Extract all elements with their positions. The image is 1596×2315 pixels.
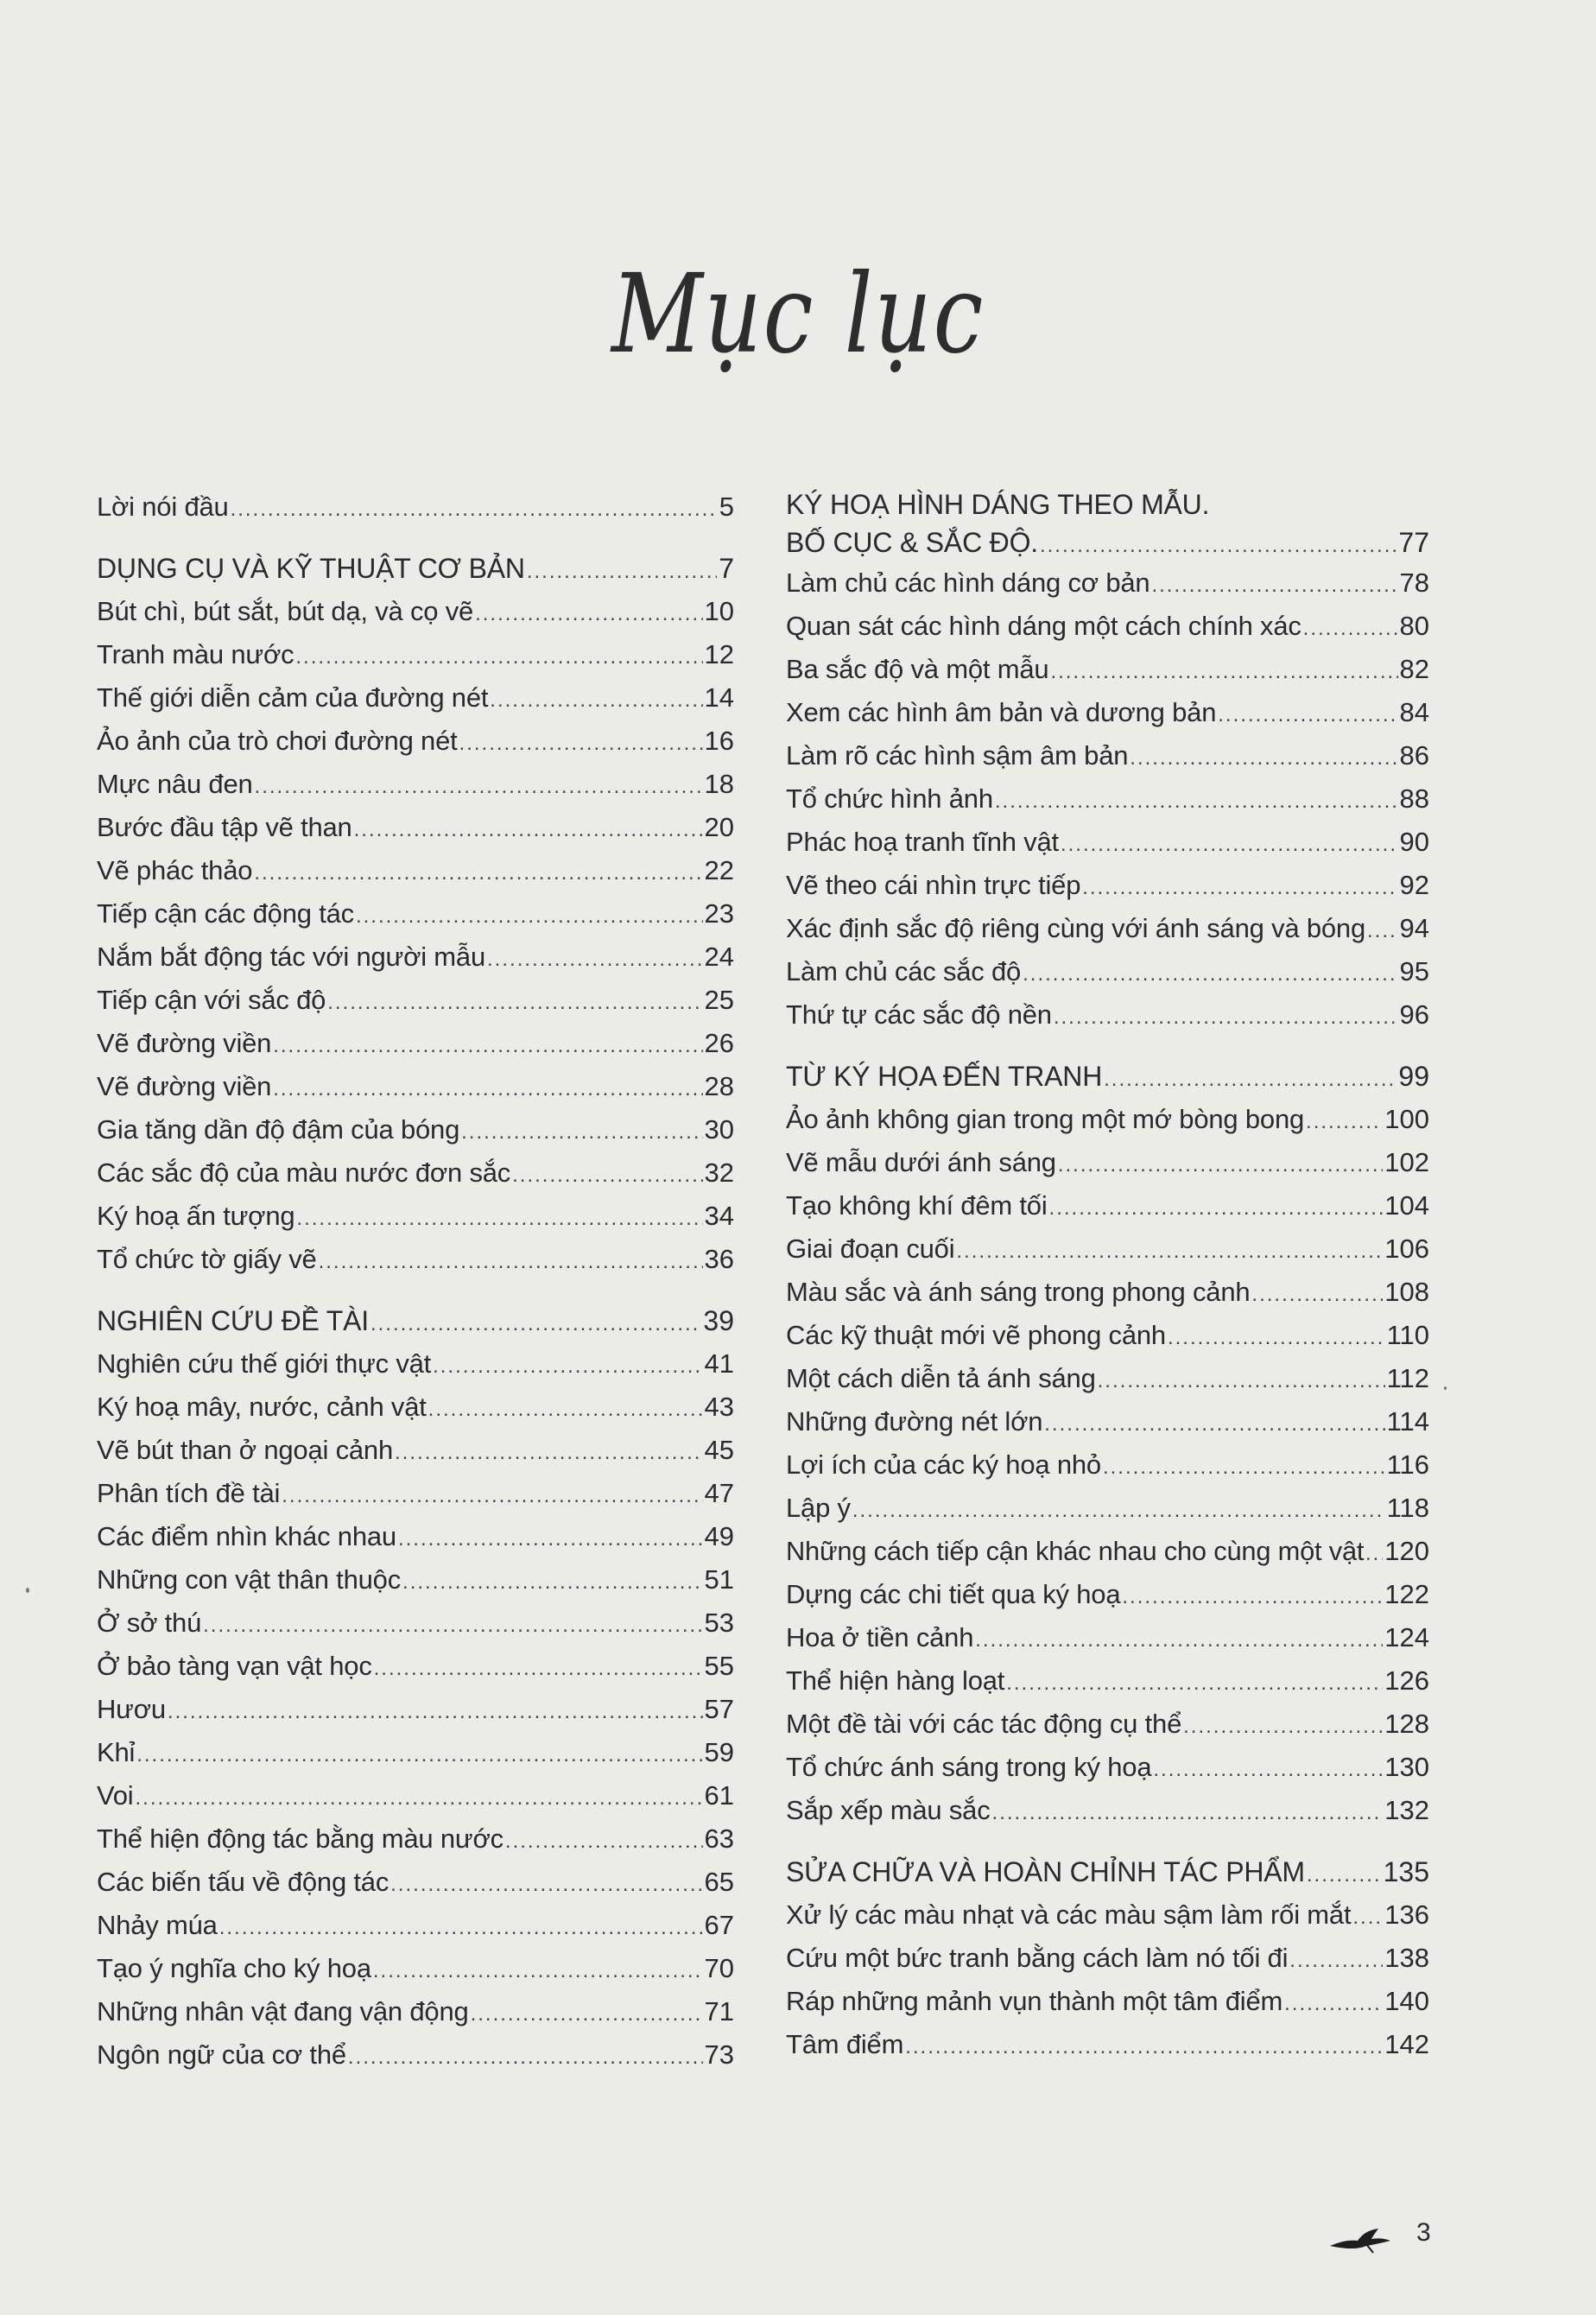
toc-entry[interactable]	[786, 821, 1429, 864]
toc-page-number: 67	[704, 1910, 734, 1940]
toc-heading-entry[interactable]	[786, 523, 1429, 561]
toc-entry[interactable]	[97, 1558, 734, 1601]
toc-page-number: 82	[1399, 654, 1429, 684]
leader-dots	[1367, 910, 1398, 953]
toc-entry[interactable]	[786, 1357, 1429, 1400]
toc-entry-title: Xử lý các màu nhạt và các màu sậm làm rối mắt	[786, 1900, 1352, 1930]
toc-entry[interactable]	[786, 1314, 1429, 1357]
toc-entry-title: Voi	[97, 1780, 134, 1811]
leader-dots	[373, 1950, 703, 1993]
leader-dots	[1054, 996, 1398, 1039]
toc-entry[interactable]	[97, 1515, 734, 1558]
leader-dots	[1218, 694, 1397, 737]
toc-page-number: 23	[704, 898, 734, 929]
toc-entry[interactable]	[786, 2023, 1429, 2066]
toc-entry-title: Tiếp cận với sắc độ	[97, 985, 326, 1015]
toc-entry-title: Ở bảo tàng vạn vật học	[97, 1651, 372, 1681]
toc-page-number: 22	[704, 855, 734, 885]
toc-entry-title: Hươu	[97, 1694, 166, 1724]
leader-dots	[296, 1197, 702, 1240]
toc-entry-title: Những cách tiếp cận khác nhau cho cùng một vật	[786, 1536, 1365, 1566]
leader-dots	[995, 780, 1398, 823]
toc-section-heading[interactable]	[97, 547, 734, 590]
toc-entry[interactable]	[786, 907, 1429, 950]
toc-entry[interactable]	[786, 1227, 1429, 1271]
page-number: 3	[1416, 2218, 1431, 2247]
toc-entry-title: Xem các hình âm bản và dương bản	[786, 697, 1217, 727]
toc-entry-title: Mực nâu đen	[97, 769, 253, 799]
toc-entry-title: Bút chì, bút sắt, bút dạ, và cọ vẽ	[97, 596, 474, 626]
toc-entry[interactable]	[786, 1746, 1429, 1789]
toc-page-number: 53	[704, 1608, 734, 1638]
leader-dots	[1103, 1446, 1385, 1489]
leader-dots	[398, 1518, 703, 1561]
toc-entry-title: Ráp những mảnh vụn thành một tâm điểm	[786, 1986, 1283, 2016]
toc-entry-title: Thế giới diễn cảm của đường nét	[97, 682, 489, 713]
leader-dots	[1082, 866, 1397, 910]
toc-page-number: 73	[704, 2039, 734, 2070]
toc-entry[interactable]	[786, 1443, 1429, 1487]
toc-page-number: 88	[1399, 783, 1429, 814]
leader-dots	[354, 809, 703, 852]
toc-left-column	[97, 485, 734, 2077]
toc-page-number: 114	[1386, 1406, 1429, 1437]
leader-dots	[461, 1111, 702, 1154]
toc-entry-title: Ký hoạ ấn tượng	[97, 1201, 295, 1231]
toc-entry-title: Vẽ theo cái nhìn trực tiếp	[786, 870, 1081, 900]
leader-dots	[1006, 1662, 1383, 1705]
toc-entry-title: Làm rõ các hình sậm âm bản	[786, 740, 1129, 771]
toc-page-number: 32	[704, 1158, 734, 1188]
toc-page-number: 18	[704, 769, 734, 799]
toc-entry[interactable]	[97, 590, 734, 633]
toc-page-number: 59	[704, 1737, 734, 1767]
toc-entry[interactable]	[786, 1573, 1429, 1616]
toc-page-number: 130	[1384, 1752, 1429, 1782]
toc-entry-title: Xác định sắc độ riêng cùng với ánh sáng và bóng	[786, 913, 1365, 943]
leader-dots	[1050, 650, 1397, 694]
leader-dots	[219, 1906, 703, 1950]
toc-entry-title: Dựng các chi tiết qua ký hoạ	[786, 1579, 1121, 1609]
toc-page-number: 124	[1384, 1622, 1429, 1652]
toc-page-number: 96	[1399, 999, 1429, 1030]
toc-entry[interactable]	[97, 485, 734, 529]
toc-entry[interactable]	[97, 1731, 734, 1774]
leader-dots	[282, 1475, 702, 1518]
leader-dots	[428, 1388, 703, 1431]
toc-entry[interactable]	[786, 864, 1429, 907]
leader-dots	[459, 722, 703, 765]
toc-entry[interactable]	[786, 1703, 1429, 1746]
leader-dots	[203, 1604, 702, 1647]
toc-entry-title: Thể hiện hàng loạt	[786, 1665, 1005, 1696]
toc-page-number: 132	[1384, 1795, 1429, 1825]
leader-dots	[1104, 1058, 1396, 1101]
toc-entry[interactable]	[97, 1861, 734, 1904]
toc-heading-title: KÝ HOẠ HÌNH DÁNG THEO MẪU.	[786, 489, 1210, 520]
toc-entry-title: Làm chủ các hình dáng cơ bản	[786, 568, 1150, 598]
toc-entry[interactable]	[97, 1774, 734, 1817]
toc-entry-title: SỬA CHỮA VÀ HOÀN CHỈNH TÁC PHẨM	[786, 1856, 1305, 1887]
toc-entry[interactable]	[97, 806, 734, 849]
toc-entry-title: Ngôn ngữ của cơ thể	[97, 2039, 346, 2070]
toc-page-number: 102	[1384, 1147, 1429, 1177]
toc-entry-title: Giai đoạn cuối	[786, 1234, 955, 1264]
toc-heading-line1	[786, 485, 1429, 523]
toc-entry[interactable]	[97, 979, 734, 1022]
leader-dots	[370, 1303, 701, 1346]
toc-page-number: 36	[704, 1244, 734, 1274]
toc-entry-title: TỪ KÝ HỌA ĐẾN TRANH	[786, 1061, 1103, 1092]
leader-dots	[992, 1792, 1384, 1835]
toc-entry[interactable]	[786, 777, 1429, 821]
toc-entry[interactable]	[786, 1937, 1429, 1980]
toc-entry-title: Ba sắc độ và một mẫu	[786, 654, 1049, 684]
toc-page-number: 140	[1384, 1986, 1429, 2016]
toc-entry[interactable]	[97, 1817, 734, 1861]
toc-heading-subtitle: BỐ CỤC & SẮC ĐỘ.	[786, 527, 1038, 558]
toc-page-number: 78	[1399, 568, 1429, 598]
toc-page-number: 104	[1384, 1190, 1429, 1221]
leader-dots	[273, 1068, 702, 1111]
toc-page-number: 108	[1384, 1277, 1429, 1307]
toc-page-number: 39	[703, 1305, 734, 1336]
toc-page-number: 61	[704, 1780, 734, 1811]
toc-page-number: 12	[704, 639, 734, 669]
toc-right-column	[786, 485, 1429, 2066]
leader-dots	[852, 1489, 1385, 1532]
toc-entry[interactable]	[97, 1108, 734, 1151]
toc-page-number: 95	[1399, 956, 1429, 986]
toc-entry[interactable]	[786, 1659, 1429, 1703]
toc-page-number: 71	[704, 1996, 734, 2026]
toc-entry-title: Vẽ phác thảo	[97, 855, 253, 885]
leader-dots	[1040, 527, 1396, 565]
bird-ornament-icon	[1328, 2220, 1397, 2255]
toc-entry[interactable]	[97, 936, 734, 979]
toc-entry[interactable]	[97, 2033, 734, 2077]
toc-entry[interactable]	[786, 1141, 1429, 1184]
toc-entry-title: NGHIÊN CỨU ĐỀ TÀI	[97, 1305, 369, 1336]
toc-page-number: 57	[704, 1694, 734, 1724]
leader-dots	[231, 488, 718, 531]
leader-dots	[487, 938, 703, 981]
toc-page-number: 80	[1399, 611, 1429, 641]
toc-entry-title: Làm chủ các sắc độ	[786, 956, 1022, 986]
toc-entry[interactable]	[786, 1616, 1429, 1659]
toc-entry-title: Vẽ mẫu dưới ánh sáng	[786, 1147, 1056, 1177]
toc-entry-title: Tiếp cận các động tác	[97, 898, 354, 929]
toc-page-number: 51	[704, 1564, 734, 1595]
toc-entry-title: Tổ chức ánh sáng trong ký hoạ	[786, 1752, 1152, 1782]
toc-page-number: 34	[704, 1201, 734, 1231]
toc-entry-title: Màu sắc và ánh sáng trong phong cảnh	[786, 1277, 1251, 1307]
toc-entry[interactable]	[97, 1947, 734, 1990]
leader-dots	[1023, 953, 1397, 996]
toc-page-number: 63	[704, 1823, 734, 1854]
toc-entry-title: Khỉ	[97, 1737, 136, 1767]
leader-dots	[395, 1431, 703, 1475]
toc-entry-title: Thể hiện động tác bằng màu nước	[97, 1823, 504, 1854]
leader-dots	[1168, 1316, 1385, 1360]
toc-page-number: 110	[1386, 1320, 1429, 1350]
toc-entry[interactable]	[97, 1151, 734, 1195]
toc-page-number: 99	[1398, 1061, 1429, 1092]
toc-page-number: 30	[704, 1114, 734, 1145]
leader-dots	[512, 1154, 702, 1197]
toc-entry[interactable]	[786, 950, 1429, 993]
toc-page-number: 45	[704, 1435, 734, 1465]
toc-entry[interactable]	[97, 1472, 734, 1515]
toc-entry-title: Lợi ích của các ký hoạ nhỏ	[786, 1449, 1101, 1480]
toc-entry[interactable]	[786, 993, 1429, 1037]
leader-dots	[374, 1647, 703, 1690]
leader-dots	[1352, 1896, 1383, 1939]
toc-entry-title: Vẽ đường viền	[97, 1071, 272, 1101]
toc-page-number: 94	[1399, 913, 1429, 943]
toc-page-number: 55	[704, 1651, 734, 1681]
toc-entry[interactable]	[97, 1688, 734, 1731]
toc-entry-title: Tạo ý nghĩa cho ký hoạ	[97, 1953, 371, 1983]
toc-page-number: 41	[704, 1348, 734, 1379]
leader-dots	[1058, 1144, 1383, 1187]
toc-entry[interactable]	[97, 1195, 734, 1238]
toc-page-number: 122	[1384, 1579, 1429, 1609]
leader-dots	[433, 1345, 702, 1388]
leader-dots	[975, 1619, 1383, 1662]
leader-dots	[527, 550, 717, 593]
toc-page-number: 128	[1384, 1709, 1429, 1739]
toc-entry-title: Lời nói đầu	[97, 492, 229, 522]
toc-entry[interactable]	[97, 633, 734, 676]
paper-speck	[26, 1588, 29, 1593]
toc-entry-title: Tổ chức tờ giấy vẽ	[97, 1244, 317, 1274]
leader-dots	[1289, 1939, 1383, 1982]
toc-entry-title: Vẽ đường viền	[97, 1028, 272, 1058]
toc-entry[interactable]	[97, 676, 734, 720]
leader-dots	[1306, 1100, 1383, 1144]
toc-page-number: 43	[704, 1392, 734, 1422]
toc-entry-title: Cứu một bức tranh bằng cách làm nó tối đi	[786, 1943, 1289, 1973]
toc-entry-title: Ảo ảnh không gian trong một mớ bòng bong	[786, 1104, 1305, 1134]
toc-entry[interactable]	[786, 605, 1429, 648]
toc-page-number: 77	[1398, 527, 1429, 558]
leader-dots	[1365, 1532, 1383, 1576]
toc-entry-title: Bước đầu tập vẽ than	[97, 812, 352, 842]
toc-section-heading[interactable]	[97, 1299, 734, 1342]
toc-entry[interactable]	[97, 1386, 734, 1429]
leader-dots	[1303, 607, 1398, 650]
toc-entry-title: Các biến tấu về động tác	[97, 1867, 390, 1897]
toc-entry-title: Những con vật thân thuộc	[97, 1564, 402, 1595]
toc-page-number: 126	[1384, 1665, 1429, 1696]
leader-dots	[471, 1993, 703, 2036]
toc-page-number: 7	[719, 553, 734, 584]
toc-entry-title: Phác hoạ tranh tĩnh vật	[786, 827, 1059, 857]
toc-page-number: 86	[1399, 740, 1429, 771]
toc-entry-title: Nhảy múa	[97, 1910, 218, 1940]
toc-entry-title: Nghiên cứu thế giới thực vật	[97, 1348, 432, 1379]
page-title: Mục lục	[611, 251, 985, 377]
toc-entry-title: Ảo ảnh của trò chơi đường nét	[97, 726, 458, 756]
leader-dots	[956, 1230, 1383, 1273]
leader-dots	[402, 1561, 702, 1604]
leader-dots	[1183, 1705, 1383, 1748]
leader-dots	[505, 1820, 703, 1863]
toc-entry-title: Sắp xếp màu sắc	[786, 1795, 991, 1825]
toc-page-number: 120	[1384, 1536, 1429, 1566]
toc-entry-title: Các điểm nhìn khác nhau	[97, 1521, 396, 1551]
toc-entry-title: Nắm bắt động tác với người mẫu	[97, 942, 486, 972]
toc-page-number: 116	[1386, 1449, 1429, 1480]
leader-dots	[1130, 737, 1397, 780]
leader-dots	[1307, 1854, 1382, 1897]
toc-page-number: 84	[1399, 697, 1429, 727]
toc-entry[interactable]	[786, 1893, 1429, 1937]
toc-entry[interactable]	[786, 1980, 1429, 2023]
leader-dots	[1251, 1273, 1383, 1316]
leader-dots	[1098, 1360, 1385, 1403]
toc-page-number: 106	[1384, 1234, 1429, 1264]
toc-entry-title: Vẽ bút than ở ngoại cảnh	[97, 1435, 394, 1465]
leader-dots	[273, 1024, 702, 1068]
toc-entry[interactable]	[97, 720, 734, 763]
leader-dots	[390, 1863, 702, 1906]
toc-page-number: 92	[1399, 870, 1429, 900]
leader-dots	[136, 1777, 703, 1820]
toc-entry[interactable]	[786, 648, 1429, 691]
toc-entry[interactable]	[786, 734, 1429, 777]
toc-entry-title: DỤNG CỤ VÀ KỸ THUẬT CƠ BẢN	[97, 553, 525, 584]
toc-page-number: 49	[704, 1521, 734, 1551]
toc-entry-title: Ở sở thú	[97, 1608, 202, 1638]
leader-dots	[168, 1690, 703, 1734]
leader-dots	[327, 981, 702, 1024]
leader-dots	[1044, 1403, 1384, 1446]
toc-page-number: 24	[704, 942, 734, 972]
toc-page-number: 90	[1399, 827, 1429, 857]
toc-page-number: 65	[704, 1867, 734, 1897]
toc-entry-title: Tạo không khí đêm tối	[786, 1190, 1048, 1221]
toc-page-number: 47	[704, 1478, 734, 1508]
toc-page-number: 138	[1384, 1943, 1429, 1973]
leader-dots	[295, 636, 702, 679]
toc-entry-title: Hoa ở tiền cảnh	[786, 1622, 974, 1652]
toc-page-number: 142	[1384, 2029, 1429, 2059]
toc-entry[interactable]	[786, 1184, 1429, 1227]
toc-entry-title: Các kỹ thuật mới vẽ phong cảnh	[786, 1320, 1166, 1350]
toc-page-number: 118	[1386, 1493, 1429, 1523]
toc-entry[interactable]	[97, 1238, 734, 1281]
leader-dots	[1284, 1982, 1383, 2026]
toc-entry-title: Một cách diễn tả ánh sáng	[786, 1363, 1096, 1393]
leader-dots	[356, 895, 703, 938]
toc-entry-title: Phân tích đề tài	[97, 1478, 281, 1508]
toc-entry[interactable]	[97, 1342, 734, 1386]
toc-entry-title: Tranh màu nước	[97, 639, 294, 669]
toc-entry[interactable]	[786, 1487, 1429, 1530]
leader-dots	[490, 679, 702, 722]
toc-entry-title: Gia tăng dần độ đậm của bóng	[97, 1114, 460, 1145]
toc-entry[interactable]	[97, 892, 734, 936]
leader-dots	[255, 765, 703, 809]
toc-page-number: 136	[1384, 1900, 1429, 1930]
leader-dots	[1049, 1187, 1384, 1230]
toc-entry-title: Ký hoạ mây, nước, cảnh vật	[97, 1392, 427, 1422]
toc-entry[interactable]	[97, 1601, 734, 1645]
toc-entry[interactable]	[786, 1400, 1429, 1443]
toc-entry[interactable]	[97, 1990, 734, 2033]
toc-entry[interactable]	[786, 1530, 1429, 1573]
toc-entry-title: Những nhân vật đang vận động	[97, 1996, 469, 2026]
leader-dots	[319, 1240, 703, 1284]
leader-dots	[905, 2026, 1383, 2069]
toc-entry[interactable]	[97, 763, 734, 806]
paper-speck	[1444, 1386, 1447, 1390]
toc-entry[interactable]	[97, 1645, 734, 1688]
toc-page-number: 28	[704, 1071, 734, 1101]
leader-dots	[1061, 823, 1398, 866]
toc-entry-title: Lập ý	[786, 1493, 851, 1523]
toc-page-number: 5	[719, 492, 734, 522]
leader-dots	[348, 2036, 703, 2079]
toc-page-number: 25	[704, 985, 734, 1015]
toc-page-number: 26	[704, 1028, 734, 1058]
toc-entry-title: Tổ chức hình ảnh	[786, 783, 993, 814]
toc-entry-title: Một đề tài với các tác động cụ thể	[786, 1709, 1182, 1739]
toc-entry[interactable]	[786, 1271, 1429, 1314]
toc-entry[interactable]	[97, 849, 734, 892]
toc-section-heading[interactable]	[786, 1055, 1429, 1098]
toc-entry[interactable]	[97, 1904, 734, 1947]
toc-entry-title: Thứ tự các sắc độ nền	[786, 999, 1052, 1030]
leader-dots	[1153, 1748, 1383, 1792]
toc-entry[interactable]	[97, 1429, 734, 1472]
toc-page-number: 16	[704, 726, 734, 756]
toc-page-number: 10	[704, 596, 734, 626]
toc-page-number: 20	[704, 812, 734, 842]
toc-page-number: 70	[704, 1953, 734, 1983]
leader-dots	[475, 593, 702, 636]
toc-entry[interactable]	[786, 1789, 1429, 1832]
toc-page-number: 112	[1386, 1363, 1429, 1393]
toc-page-number: 135	[1383, 1856, 1429, 1887]
toc-entry[interactable]	[786, 1098, 1429, 1141]
toc-entry[interactable]	[97, 1065, 734, 1108]
toc-entry-title: Những đường nét lớn	[786, 1406, 1043, 1437]
toc-entry[interactable]	[786, 691, 1429, 734]
toc-entry-title: Tâm điểm	[786, 2029, 904, 2059]
leader-dots	[1151, 564, 1397, 607]
toc-entry-title: Quan sát các hình dáng một cách chính xác	[786, 611, 1302, 641]
toc-entry[interactable]	[97, 1022, 734, 1065]
toc-entry[interactable]	[786, 561, 1429, 605]
leader-dots	[254, 852, 702, 895]
toc-section-heading[interactable]	[786, 1850, 1429, 1893]
leader-dots	[136, 1734, 702, 1777]
toc-page-number: 100	[1384, 1104, 1429, 1134]
toc-page-number: 14	[704, 682, 734, 713]
toc-entry-title: Các sắc độ của màu nước đơn sắc	[97, 1158, 511, 1188]
leader-dots	[1122, 1576, 1383, 1619]
